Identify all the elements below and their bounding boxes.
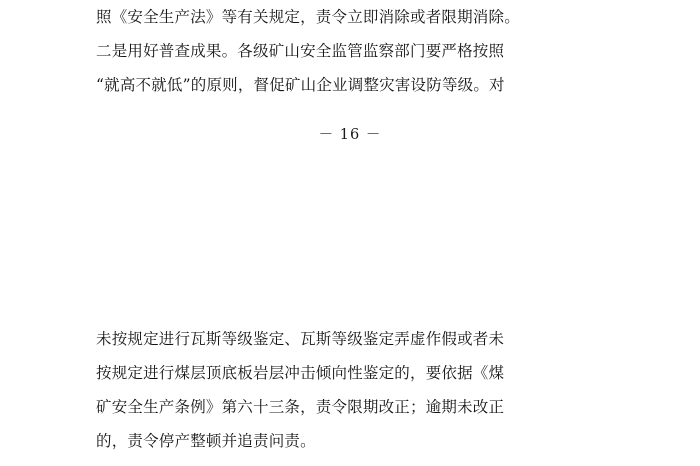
paragraph-line: [96, 424, 604, 458]
bottom-paragraph: [96, 322, 604, 458]
paragraph-line: [96, 322, 604, 356]
paragraph-line-text: 二是用好普查成果。各级矿山安全监管监察部门要严格按照: [96, 42, 505, 60]
page-number: － 16 －: [318, 127, 382, 143]
paragraph-line-text: 的，责令停产整顿并追责问责。: [96, 432, 316, 450]
paragraph-line-text: 按规定进行煤层顶底板岩层冲击倾向性鉴定的，要依据《煤: [96, 364, 505, 382]
paragraph-line-text: “就高不就低”的原则，督促矿山企业调整灾害设防等级。对: [96, 76, 505, 94]
paragraph-line: [96, 34, 604, 68]
paragraph-line: [96, 0, 604, 34]
paragraph-line: [96, 356, 604, 390]
top-paragraph: [96, 0, 604, 102]
paragraph-line: [96, 390, 604, 424]
paragraph-line-text: 矿安全生产条例》第六十三条，责令限期改正；逾期未改正: [96, 398, 505, 416]
paragraph-line: [96, 68, 604, 102]
paragraph-line-text: 未按规定进行瓦斯等级鉴定、瓦斯等级鉴定弄虚作假或者未: [96, 330, 505, 348]
paragraph-line-text: 照《安全生产法》等有关规定，责令立即消除或者限期消除。: [96, 8, 520, 26]
